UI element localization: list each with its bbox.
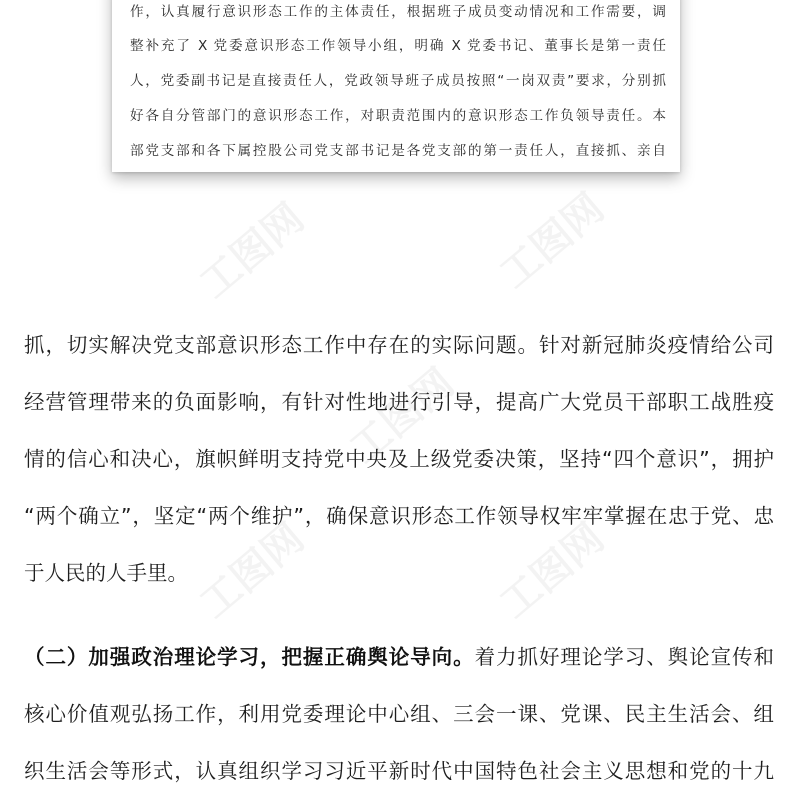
card-text-line: 好各自分管部门的意识形态工作，对职责范围内的意识形态工作负领导责任。本 [130, 108, 666, 124]
card-text-line: 部党支部和各下属控股公司党支部书记是各党支部的第一责任人，直接抓、亲自 [130, 143, 666, 159]
paragraph-line: 情的信心和决心，旗帜鲜明支持党中央及上级党委决策，坚持“四个意识”，拥护 [24, 447, 774, 471]
paragraph-line: 经营管理带来的负面影响，有针对性地进行引导，提高广大党员干部职工战胜疫 [24, 390, 774, 414]
paragraph-line: 抓，切实解决党支部意识形态工作中存在的实际问题。针对新冠肺炎疫情给公司 [24, 333, 774, 357]
watermark: 工图网 [491, 514, 613, 628]
document-page-preview [112, 0, 680, 172]
paragraph-text: 着力抓好理论学习、舆论宣传和 [474, 645, 775, 669]
watermark: 工图网 [341, 359, 463, 473]
paragraph-line: “两个确立”，坚定“两个维护”，确保意识形态工作领导权牢牢掌握在忠于党、忠 [24, 504, 774, 528]
section-heading: （二）加强政治理论学习，把握正确舆论导向。 [24, 645, 475, 669]
watermark: 工图网 [191, 194, 313, 308]
card-text-line: 作，认真履行意识形态工作的主体责任，根据班子成员变动情况和工作需要，调 [130, 4, 666, 20]
paragraph-line: 织生活会等形式，认真组织学习习近平新时代中国特色社会主义思想和党的十九 [24, 759, 774, 783]
card-text-line: 人，党委副书记是直接责任人，党政领导班子成员按照“一岗双责”要求，分别抓 [130, 73, 666, 89]
paragraph-line: 于人民的人手里。 [24, 561, 188, 585]
watermark: 工图网 [191, 514, 313, 628]
paragraph-line [24, 642, 774, 672]
watermark: 工图网 [491, 184, 613, 298]
card-text-line: 整补充了 X 党委意识形态工作领导小组，明确 X 党委书记、董事长是第一责任 [130, 38, 666, 54]
paragraph-line: 核心价值观弘扬工作，利用党委理论中心组、三会一课、党课、民主生活会、组 [24, 702, 774, 726]
